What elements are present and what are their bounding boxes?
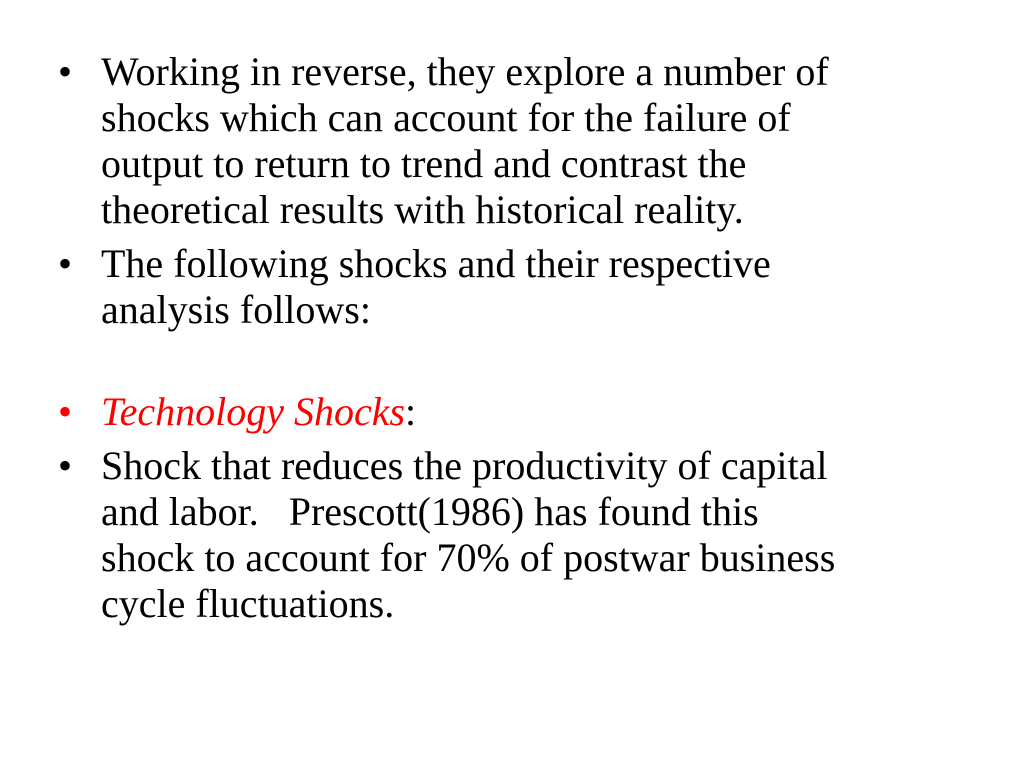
- technology-shocks-heading: Technology Shocks: [101, 389, 406, 434]
- bullet-text-line: shock to account for 70% of postwar business: [101, 535, 836, 580]
- bullet-text-line: Working in reverse, they explore a number of: [101, 49, 829, 94]
- bullet-marker: •: [58, 443, 73, 488]
- bullet-list: [58, 49, 958, 635]
- bullet-text-line: theoretical results with historical reality.: [101, 187, 744, 232]
- bullet-marker-red: •: [58, 389, 73, 434]
- bullet-text-line: analysis follows:: [101, 287, 371, 332]
- bullet-text-line: and labor. Prescott(1986) has found this: [101, 489, 759, 534]
- bullet-text-line: The following shocks and their respective: [101, 241, 771, 286]
- bullet-text-line: cycle fluctuations.: [101, 581, 395, 626]
- heading-colon: :: [405, 389, 417, 434]
- bullet-item-following-shocks: [58, 241, 958, 333]
- bullet-item-technology-shocks: [58, 389, 958, 435]
- bullet-text-line: shocks which can account for the failure of: [101, 95, 791, 140]
- bullet-item-shock-productivity: [58, 443, 958, 627]
- bullet-marker: •: [58, 241, 73, 286]
- bullet-text-line: output to return to trend and contrast the: [101, 141, 747, 186]
- bullet-text-line: Shock that reduces the productivity of capital: [101, 443, 828, 488]
- bullet-marker: •: [58, 49, 73, 94]
- bullet-item-working-in-reverse: [58, 49, 958, 233]
